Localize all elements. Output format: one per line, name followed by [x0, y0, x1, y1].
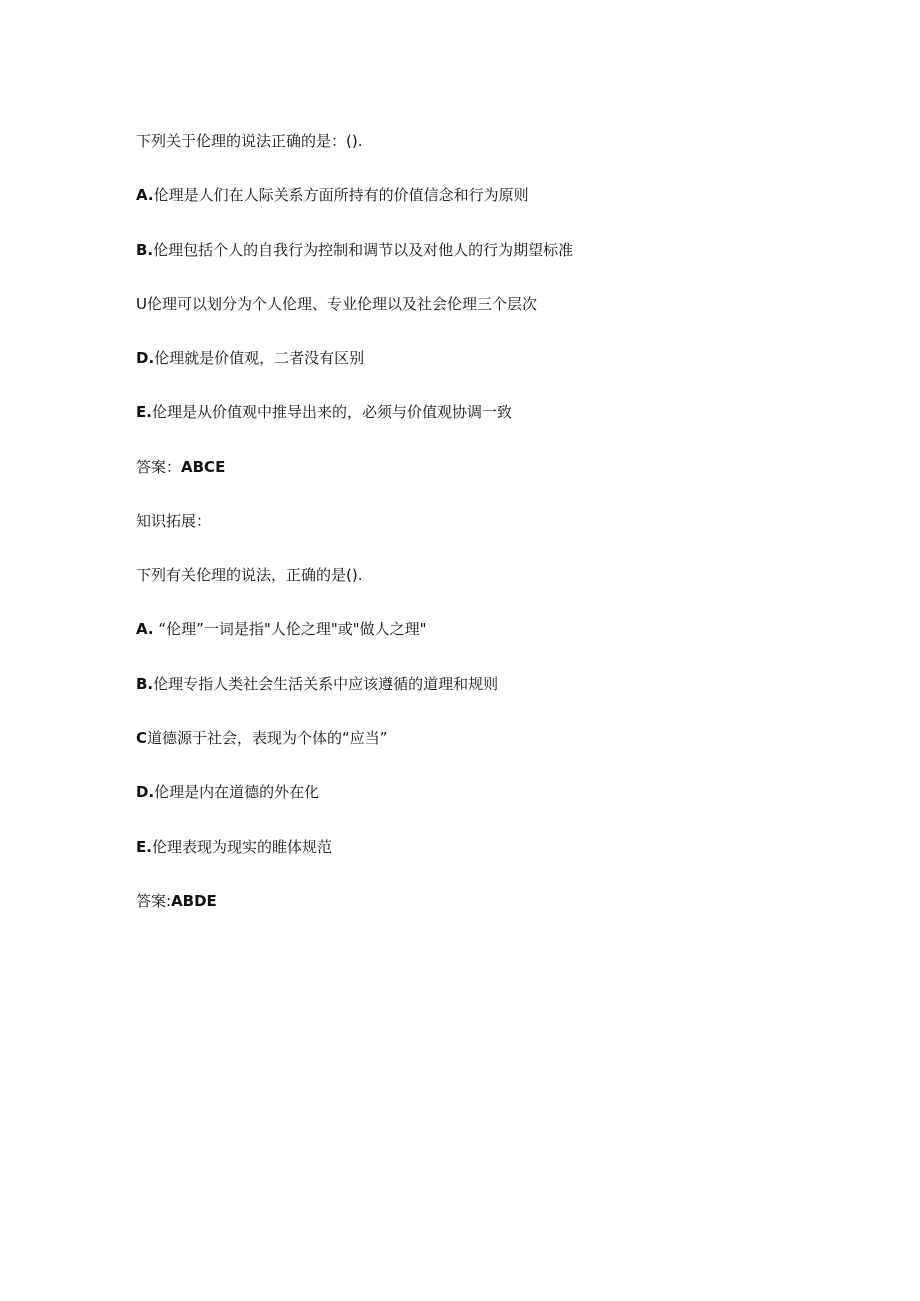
question-2-answer: [136, 891, 217, 911]
option-label: A.: [136, 186, 154, 204]
question-1-option-d: [136, 348, 364, 368]
option-text: 道德源于社会，表现为个体的“应当”: [147, 729, 388, 747]
option-label: C: [136, 729, 148, 747]
question-2-option-a: [136, 619, 427, 639]
question-2-option-c: [136, 728, 388, 748]
option-label: D.: [136, 349, 155, 367]
option-label: D.: [136, 783, 155, 801]
answer-label: 答案:: [136, 892, 172, 910]
question-1-option-b: [136, 240, 573, 260]
option-label: A.: [136, 620, 154, 638]
question-1-option-a: [136, 185, 529, 205]
answer-label: 答案：: [136, 458, 182, 476]
option-label: B.: [136, 241, 154, 259]
question-2-option-b: [136, 674, 498, 694]
option-text: 伦理是人们在人际关系方面所持有的价值信念和行为原则: [153, 186, 529, 204]
option-text: 伦理可以划分为个人伦理、专业伦理以及社会伦理三个层次: [146, 295, 537, 313]
question-1-answer: [136, 457, 225, 477]
extension-title: 知识拓展：: [136, 512, 212, 530]
option-text: 伦理表现为现实的睢体规范: [151, 838, 332, 856]
option-label: U: [136, 295, 147, 313]
question-2-stem: 下列有关伦理的说法，正确的是().: [136, 566, 363, 584]
option-text: 伦理就是价值观，二者没有区别: [154, 349, 365, 367]
question-2-option-e: [136, 837, 332, 857]
option-label: B.: [136, 675, 154, 693]
answer-value: ABDE: [171, 892, 217, 910]
question-1-stem: 下列关于伦理的说法正确的是：().: [136, 132, 363, 150]
option-label: E.: [136, 838, 152, 856]
option-text: “伦理”一词是指"人伦之理"或"做人之理": [158, 620, 427, 638]
question-1-option-c: [136, 294, 537, 314]
question-2-option-d: [136, 782, 319, 802]
option-text: 伦理专指人类社会生活关系中应该遵循的道理和规则: [153, 675, 499, 693]
option-text: 伦理是从价值观中推导出来的，必须与价值观协调一致: [151, 403, 512, 421]
answer-value: ABCE: [181, 458, 226, 476]
question-1-option-e: [136, 402, 512, 422]
option-label: E.: [136, 403, 152, 421]
option-text: 伦理包括个人的自我行为控制和调节以及对他人的行为期望标准: [153, 241, 574, 259]
option-text: 伦理是内在道德的外在化: [154, 783, 320, 801]
